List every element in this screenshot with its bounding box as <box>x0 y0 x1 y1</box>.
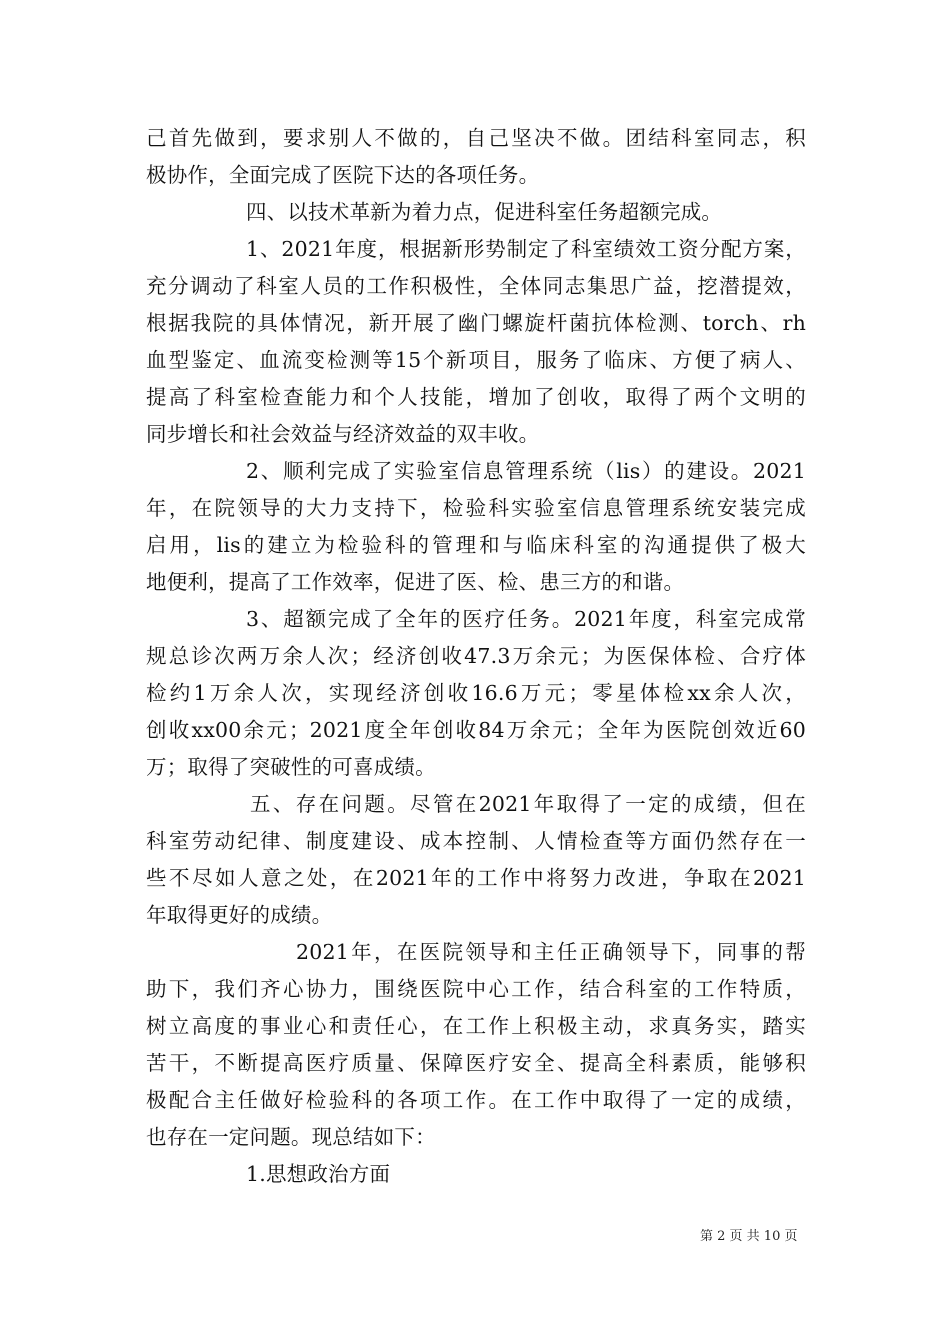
text-line-20: 科室劳动纪律、制度建设、成本控制、人情检查等方面仍然存在一 <box>146 829 806 853</box>
text-line-24: 助下，我们齐心协力，围绕医院中心工作，结合科室的工作特质， <box>146 977 806 1001</box>
text-line-2: 极协作，全面完成了医院下达的各项任务。 <box>146 163 540 187</box>
subsection-heading: 1.思想政治方面 <box>246 1162 391 1186</box>
text-line-1: 己首先做到，要求别人不做的，自己坚决不做。团结科室同志，积 <box>146 126 806 150</box>
text-line-23: 2021年，在医院领导和主任正确领导下，同事的帮 <box>296 940 806 964</box>
text-line-27: 极配合主任做好检验科的各项工作。在工作中取得了一定的成绩， <box>146 1088 806 1112</box>
text-line-4: 1、2021年度，根据新形势制定了科室绩效工资分配方案， <box>246 237 806 261</box>
text-line-26: 苦干，不断提高医疗质量、保障医疗安全、提高全科素质，能够积 <box>146 1051 806 1075</box>
text-line-25: 树立高度的事业心和责任心，在工作上积极主动，求真务实，踏实 <box>146 1014 806 1038</box>
text-line-12: 启用，lis的建立为检验科的管理和与临床科室的沟通提供了极大 <box>146 533 806 557</box>
text-line-5: 充分调动了科室人员的工作积极性，全体同志集思广益，挖潜提效， <box>146 274 806 298</box>
text-line-10: 2、顺利完成了实验室信息管理系统（lis）的建设。2021 <box>246 459 806 483</box>
text-line-17: 创收xx00余元；2021度全年创收84万余元；全年为医院创效近60 <box>146 718 806 742</box>
text-line-16: 检约1万余人次，实现经济创收16.6万元；零星体检xx余人次， <box>146 681 806 705</box>
section-heading-5: 五、存在问题。尽管在2021年取得了一定的成绩，但在 <box>250 792 806 816</box>
text-line-7: 血型鉴定、血流变检测等15个新项目，服务了临床、方便了病人、 <box>146 348 806 372</box>
text-line-22: 年取得更好的成绩。 <box>146 903 333 927</box>
text-line-6: 根据我院的具体情况，新开展了幽门螺旋杆菌抗体检测、torch、rh <box>146 311 806 335</box>
text-line-21: 些不尽如人意之处，在2021年的工作中将努力改进，争取在2021 <box>146 866 806 890</box>
text-line-18: 万；取得了突破性的可喜成绩。 <box>146 755 436 779</box>
text-line-13: 地便利，提高了工作效率，促进了医、检、患三方的和谐。 <box>146 570 685 594</box>
section-heading-4: 四、以技术革新为着力点，促进科室任务超额完成。 <box>246 200 723 224</box>
page-number-footer: 第 2 页 共 10 页 <box>700 1229 798 1244</box>
text-line-11: 年，在院领导的大力支持下，检验科实验室信息管理系统安装完成 <box>146 496 806 520</box>
text-line-14: 3、超额完成了全年的医疗任务。2021年度，科室完成常 <box>246 607 806 631</box>
text-line-9: 同步增长和社会效益与经济效益的双丰收。 <box>146 422 540 446</box>
text-line-8: 提高了科室检查能力和个人技能，增加了创收，取得了两个文明的 <box>146 385 806 409</box>
text-line-28: 也存在一定问题。现总结如下： <box>146 1125 436 1149</box>
text-line-15: 规总诊次两万余人次；经济创收47.3万余元；为医保体检、合疗体 <box>146 644 806 668</box>
